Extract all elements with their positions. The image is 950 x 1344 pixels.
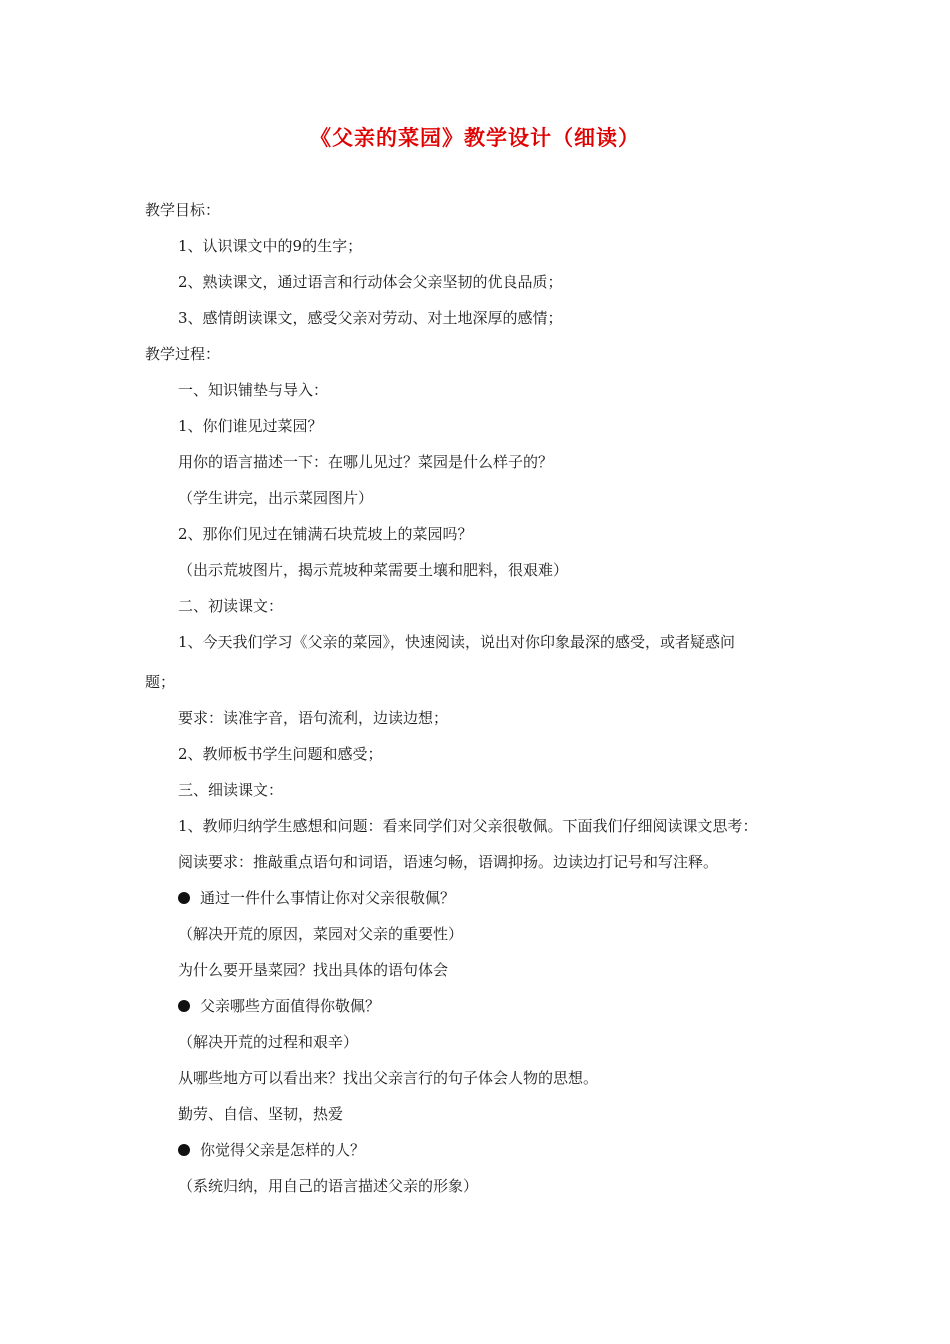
paragraph: 一、知识铺垫与导入： [178, 381, 329, 399]
paragraph: 1、今天我们学习《父亲的菜园》，快速阅读，说出对你印象最深的感受，或者疑惑问 [178, 633, 736, 651]
paragraph: 要求：读准字音，语句流利，边读边想； [178, 709, 449, 727]
paragraph: 2、熟读课文，通过语言和行动体会父亲坚韧的优良品质； [178, 273, 563, 291]
bullet-text: 父亲哪些方面值得你敬佩？ [200, 997, 381, 1015]
paragraph: 从哪些地方可以看出来？找出父亲言行的句子体会人物的思想。 [178, 1069, 599, 1087]
paragraph: 2、那你们见过在铺满石块荒坡上的菜园吗？ [178, 525, 473, 543]
paragraph: 勤劳、自信、坚韧，热爱 [178, 1105, 344, 1123]
paragraph: 三、细读课文： [178, 781, 284, 799]
paragraph: 1、教师归纳学生感想和问题：看来同学们对父亲很敬佩。下面我们仔细阅读课文思考： [178, 817, 758, 835]
paragraph: 3、感情朗读课文，感受父亲对劳动、对土地深厚的感情； [178, 309, 563, 327]
paragraph: 为什么要开垦菜园？找出具体的语句体会 [178, 961, 449, 979]
paragraph: （学生讲完，出示菜园图片） [178, 489, 374, 507]
paragraph: 用你的语言描述一下：在哪儿见过？菜园是什么样子的？ [178, 453, 554, 471]
paragraph: （解决开荒的过程和艰辛） [178, 1033, 359, 1051]
document-title: 《父亲的菜园》教学设计（细读） [310, 125, 640, 150]
bullet-item [178, 996, 380, 1016]
paragraph: （出示荒坡图片，揭示荒坡种菜需要土壤和肥料，很艰难） [178, 561, 569, 579]
paragraph: 阅读要求：推敲重点语句和词语，语速匀畅，语调抑扬。边读边打记号和写注释。 [178, 853, 719, 871]
section-heading: 教学目标： [145, 201, 221, 219]
section-heading: 教学过程： [145, 345, 221, 363]
bullet-text: 你觉得父亲是怎样的人？ [200, 1141, 366, 1159]
paragraph: 题； [145, 673, 176, 691]
paragraph: 二、初读课文： [178, 597, 284, 615]
bullet-text: 通过一件什么事情让你对父亲很敬佩？ [200, 889, 456, 907]
paragraph: （解决开荒的原因，菜园对父亲的重要性） [178, 925, 464, 943]
bullet-icon [178, 1000, 190, 1012]
bullet-icon [178, 892, 190, 904]
bullet-icon [178, 1144, 190, 1156]
bullet-item [178, 1140, 365, 1160]
paragraph: 1、认识课文中的9的生字； [178, 237, 363, 255]
bullet-item [178, 888, 455, 908]
paragraph: 1、你们谁见过菜园？ [178, 417, 323, 435]
paragraph: 2、教师板书学生问题和感受； [178, 745, 383, 763]
paragraph: （系统归纳，用自己的语言描述父亲的形象） [178, 1177, 479, 1195]
